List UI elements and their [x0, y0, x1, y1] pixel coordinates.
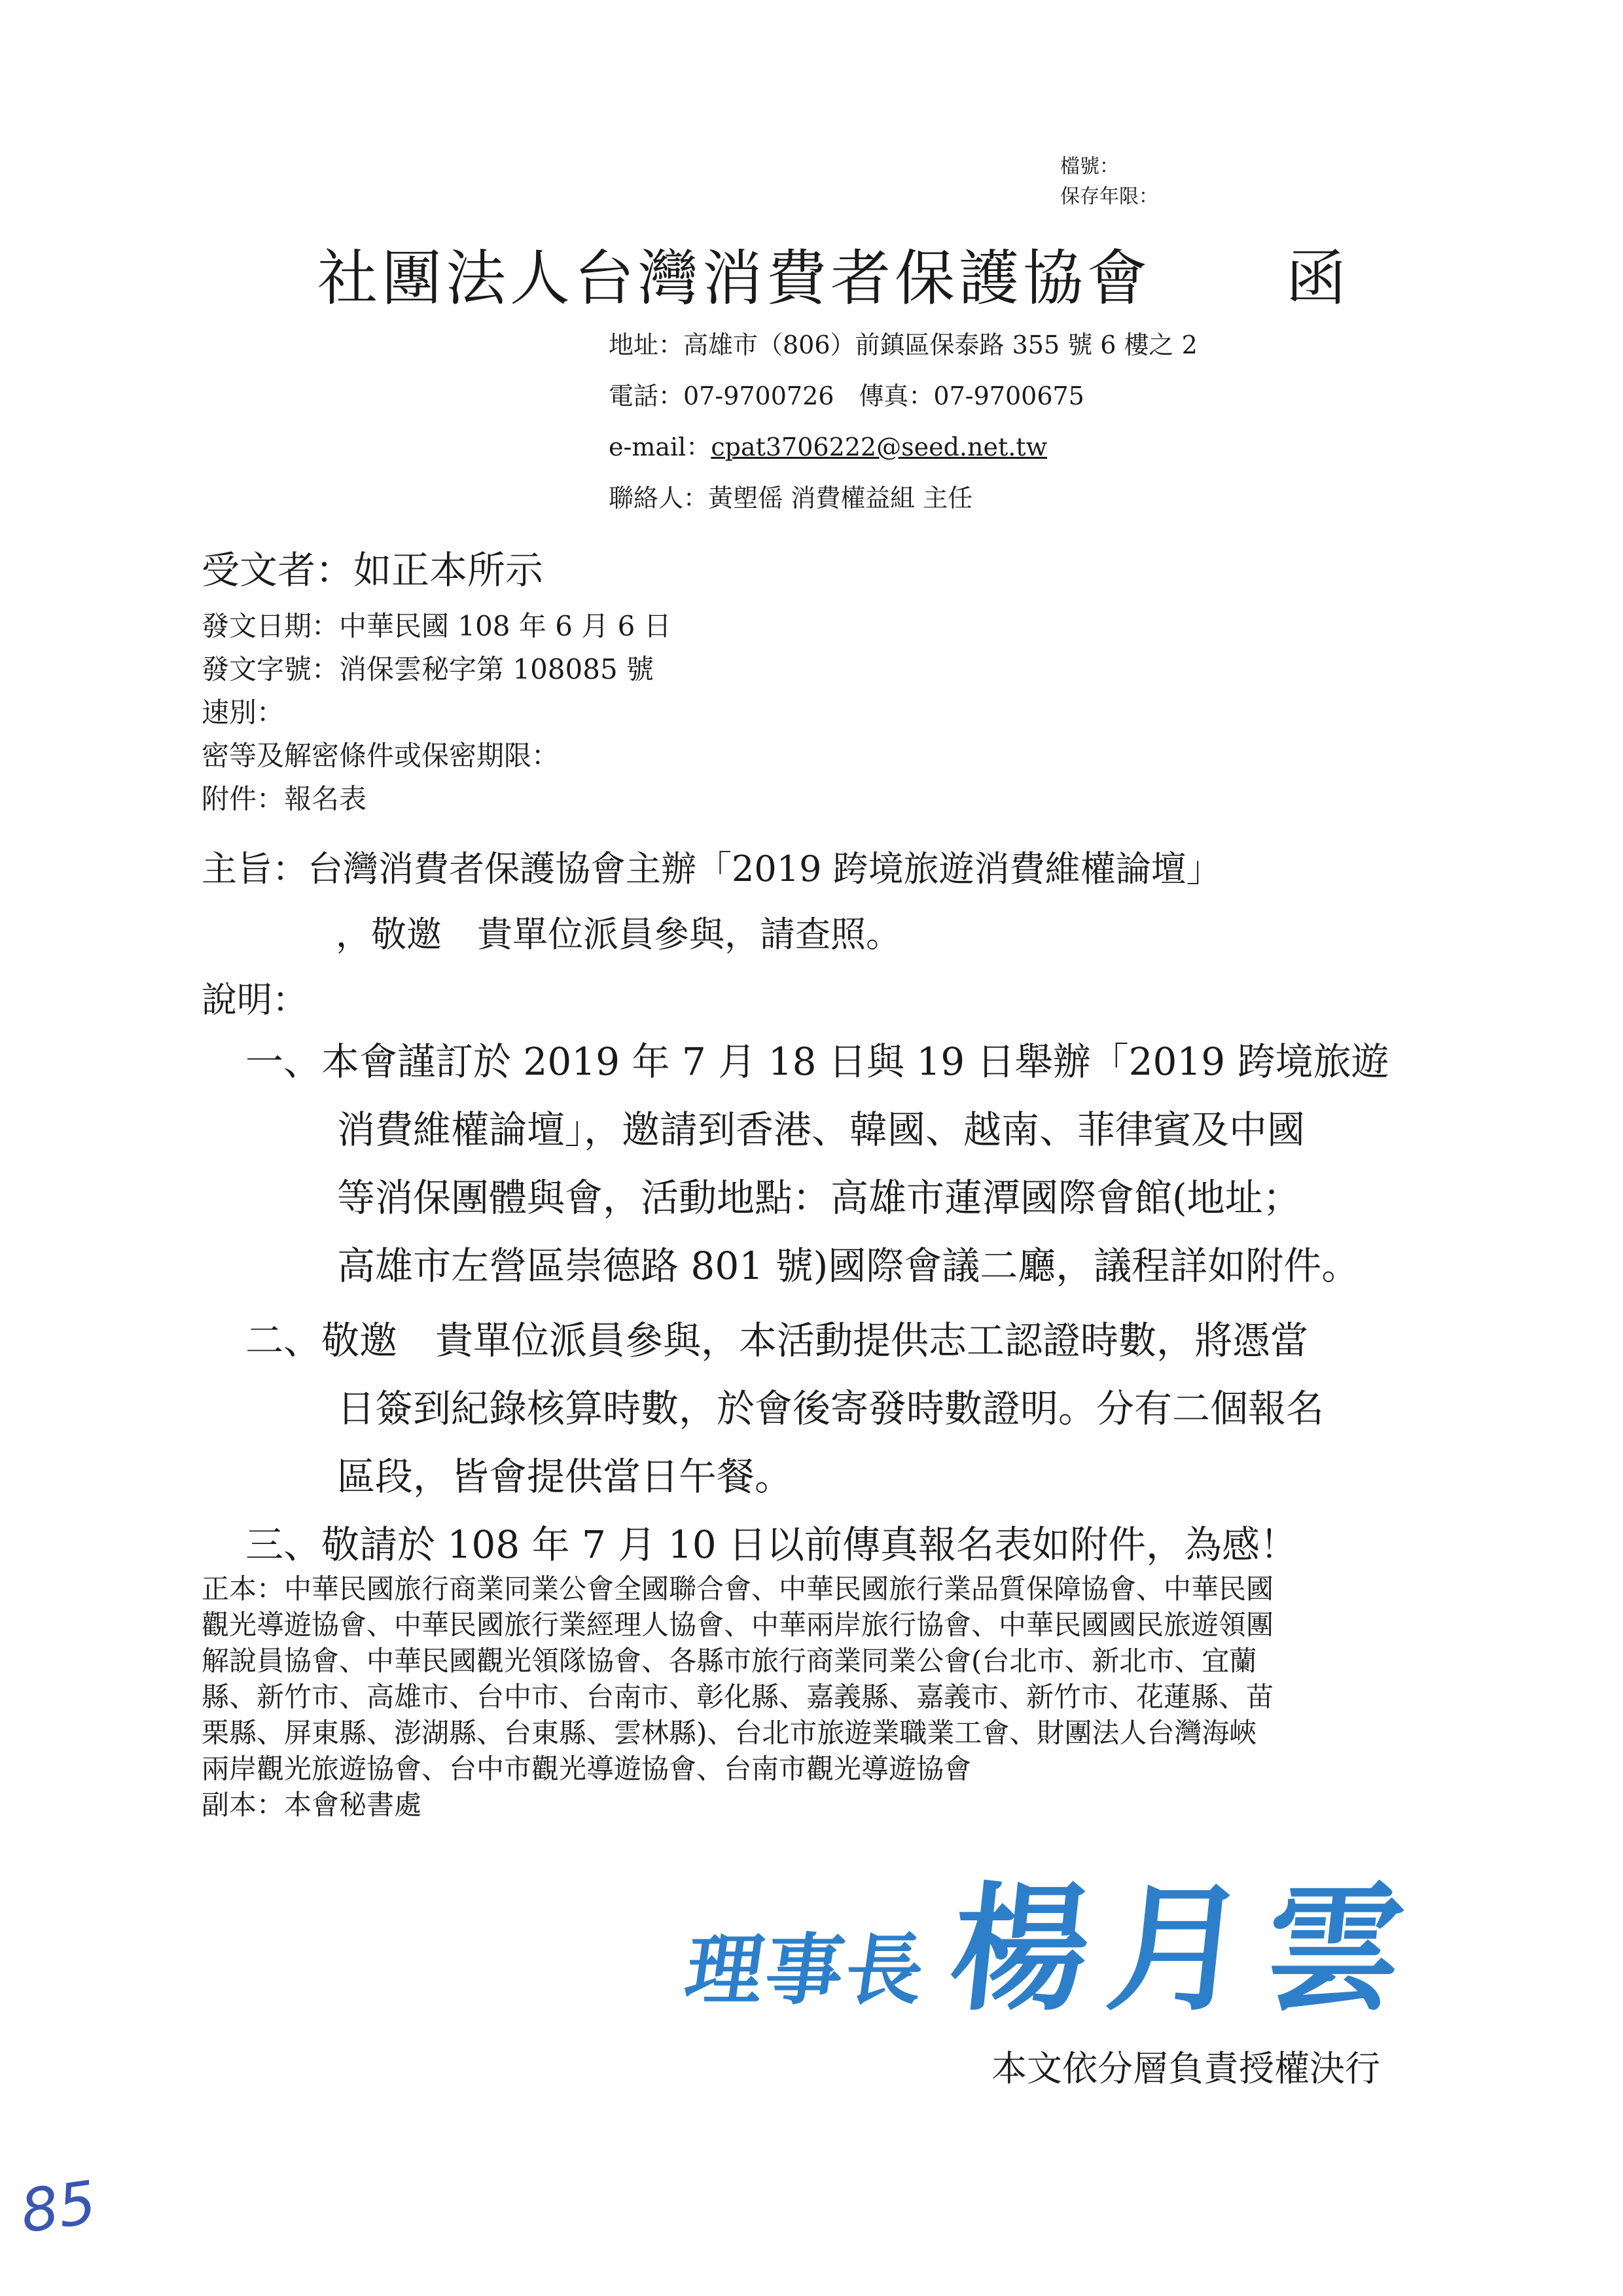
item-2-line-2: 日簽到紀錄核算時數，於會後寄發時數證明。分有二個報名 — [337, 1386, 1325, 1431]
item-1-line-1: 一、本會謹訂於 2019 年 7 月 18 日與 19 日舉辦「2019 跨境旅遊 — [245, 1039, 1389, 1084]
original-recipients-line: 觀光導遊協會、中華民國旅行業經理人協會、中華兩岸旅行協會、中華民國國民旅遊領團 — [202, 1609, 1274, 1641]
subject-line-2: ，敬邀 貴單位派員參與，請查照。 — [336, 914, 901, 955]
original-recipients-line: 縣、新竹市、高雄市、台中市、台南市、彰化縣、嘉義縣、嘉義市、新竹市、花蓮縣、苗 — [202, 1681, 1274, 1713]
phone-fax: 電話：07-9700726 傳真：07-9700675 — [609, 382, 1084, 410]
document-number: 發文字號：消保雲秘字第 108085 號 — [202, 653, 654, 685]
secrecy-level: 密等及解密條件或保密期限： — [202, 740, 560, 772]
explanation-heading: 說明： — [202, 979, 308, 1020]
original-recipients-line: 兩岸觀光旅遊協會、台中市觀光導遊協會、台南市觀光導遊協會 — [202, 1753, 972, 1785]
email-label: e-mail： — [609, 433, 711, 461]
original-recipients-line: 正本：中華民國旅行商業同業公會全國聯合會、中華民國旅行業品質保障協會、中華民國 — [202, 1573, 1274, 1605]
email-line — [609, 422, 1198, 473]
signature-name: 楊月雲 — [943, 1868, 1432, 2030]
item-2-line-1: 二、敬邀 貴單位派員參與，本活動提供志工認證時數，將憑當 — [245, 1318, 1309, 1363]
item-2-line-3: 區段，皆會提供當日午餐。 — [337, 1454, 793, 1499]
distribution-list — [202, 1571, 1274, 1823]
address: 地址：高雄市（806）前鎮區保泰路 355 號 6 樓之 2 — [609, 331, 1198, 359]
chairman-signature-stamp — [679, 1839, 1432, 2037]
issue-date: 發文日期：中華民國 108 年 6 月 6 日 — [202, 610, 671, 642]
handwritten-page-number: 85 — [16, 2168, 101, 2247]
contact-person: 聯絡人：黃塱傜 消費權益組 主任 — [609, 484, 973, 512]
explanation-item-2 — [245, 1306, 1324, 1511]
copy-recipients: 副本：本會秘書處 — [202, 1789, 422, 1821]
original-recipients-line: 栗縣、屏東縣、澎湖縣、台東縣、雲林縣)、台北市旅遊業職業工會、財團法人台灣海峽 — [202, 1717, 1257, 1749]
item-1-line-2: 消費維權論壇」，邀請到香港、韓國、越南、菲律賓及中國 — [337, 1107, 1306, 1152]
subject — [202, 836, 1222, 967]
delivery-speed: 速別： — [202, 696, 285, 728]
organization-name: 社團法人台灣消費者保護協會 — [317, 243, 1152, 314]
signature-title: 理事長 — [679, 1924, 933, 2015]
document-type: 函 — [1286, 243, 1347, 314]
retention-period-label: 保存年限： — [1060, 185, 1158, 208]
file-number-label: 檔號： — [1060, 155, 1119, 178]
contact-info — [609, 319, 1198, 524]
authority-note: 本文依分層負責授權決行 — [991, 2048, 1380, 2089]
item-1-line-3: 等消保團體與會，活動地點：高雄市蓮潭國際會館(地址； — [337, 1175, 1301, 1220]
explanation-item-3 — [245, 1511, 1298, 1579]
document-meta — [202, 541, 671, 821]
attachment: 附件：報名表 — [202, 783, 367, 815]
item-1-line-4: 高雄市左營區崇德路 801 號)國際會議二廳，議程詳如附件。 — [337, 1244, 1360, 1288]
file-meta — [1060, 152, 1158, 212]
recipient: 受文者：如正本所示 — [202, 548, 544, 592]
email-link[interactable]: cpat3706222@seed.net.tw — [711, 433, 1048, 461]
item-3-line-1: 三、敬請於 108 年 7 月 10 日以前傳真報名表如附件，為感！ — [245, 1522, 1298, 1567]
original-recipients-line: 解說員協會、中華民國觀光領隊協會、各縣市旅行商業同業公會(台北市、新北市、宜蘭 — [202, 1645, 1257, 1677]
explanation-item-1 — [245, 1028, 1389, 1300]
subject-line-1: 主旨：台灣消費者保護協會主辦「2019 跨境旅遊消費維權論壇」 — [202, 848, 1222, 889]
